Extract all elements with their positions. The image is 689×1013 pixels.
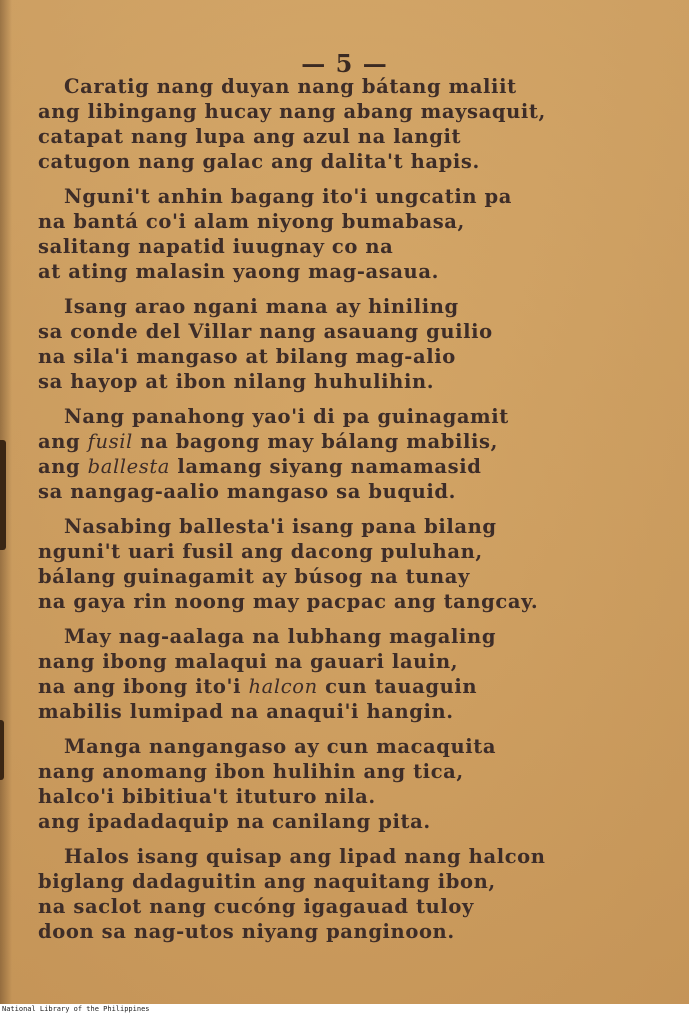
verse-text: na ang ibong ito'i — [38, 675, 249, 698]
verse-line — [38, 479, 558, 504]
verse-line — [38, 294, 558, 319]
verse-line — [38, 919, 558, 944]
verse-text: bálang guinagamit ay búsog na tunay — [38, 565, 470, 588]
verse-text: sa nangag-aalio mangaso sa buquid. — [38, 480, 457, 503]
verse-text: ang — [38, 455, 88, 478]
stanza — [38, 624, 558, 724]
verse-line — [38, 624, 558, 649]
verse-line — [38, 369, 558, 394]
verse-line — [38, 344, 558, 369]
verse-line — [38, 454, 558, 479]
verse-text: nguni't uari fusil ang dacong puluhan, — [38, 540, 483, 563]
verse-text: na saclot nang cucóng igagauad tuloy — [38, 895, 474, 918]
verse-line — [38, 564, 558, 589]
verse-line — [38, 809, 558, 834]
stanza — [38, 294, 558, 394]
page-number: — 5 — — [301, 49, 388, 78]
verse-line — [38, 844, 558, 869]
verse-text: Nguni't anhin bagang ito'i ungcatin pa — [64, 185, 513, 208]
verse-line — [38, 184, 558, 209]
stanza — [38, 74, 558, 174]
verse-text: nang anomang ibon hulihin ang tica, — [38, 760, 464, 783]
verse-text: na gaya rin noong may pacpac ang tangcay. — [38, 590, 539, 613]
verse-line — [38, 99, 558, 124]
italic-term: halcon — [248, 675, 318, 698]
verse-line — [38, 869, 558, 894]
verse-text: doon sa nag-utos niyang panginoon. — [38, 920, 455, 943]
verse-text: sa hayop at ibon nilang huhulihin. — [38, 370, 435, 393]
verse-text: sa conde del Villar nang asauang guilio — [38, 320, 493, 343]
stanza — [38, 184, 558, 284]
italic-term: ballesta — [87, 455, 171, 478]
poem-body — [38, 74, 558, 954]
verse-text: Caratig nang duyan nang bátang maliit — [64, 75, 517, 98]
verse-line — [38, 699, 558, 724]
verse-text: Manga nangangaso ay cun macaquita — [64, 735, 497, 758]
verse-line — [38, 734, 558, 759]
italic-term: fusil — [87, 430, 133, 453]
verse-text: mabilis lumipad na anaqui'i hangin. — [38, 700, 454, 723]
verse-text: na bantá co'i alam niyong bumabasa, — [38, 210, 465, 233]
spine-shadow — [0, 720, 4, 780]
verse-text: Nang panahong yao'i di pa guinagamit — [64, 405, 509, 428]
verse-line — [38, 674, 558, 699]
verse-line — [38, 209, 558, 234]
verse-text: na sila'i mangaso at bilang mag-alio — [38, 345, 456, 368]
verse-text: na bagong may bálang mabilis, — [132, 430, 499, 453]
verse-line — [38, 74, 558, 99]
verse-line — [38, 149, 558, 174]
verse-text: nang ibong malaqui na gauari lauin, — [38, 650, 459, 673]
verse-text: at ating malasin yaong mag-asaua. — [38, 260, 439, 283]
verse-line — [38, 589, 558, 614]
verse-text: ang libingang hucay nang abang maysaquit, — [38, 100, 546, 123]
verse-text: Isang arao ngani mana ay hiniling — [64, 295, 459, 318]
verse-line — [38, 649, 558, 674]
verse-line — [38, 429, 558, 454]
stanza — [38, 404, 558, 504]
verse-line — [38, 234, 558, 259]
verse-text: cun tauaguin — [317, 675, 478, 698]
verse-text: salitang napatid iuugnay co na — [38, 235, 394, 258]
verse-line — [38, 259, 558, 284]
verse-text: catapat nang lupa ang azul na langit — [38, 125, 462, 148]
verse-line — [38, 124, 558, 149]
verse-line — [38, 894, 558, 919]
library-credit: National Library of the Philippines — [2, 1005, 150, 1013]
spine-shadow — [0, 440, 6, 550]
verse-line — [38, 514, 558, 539]
verse-text: May nag-aalaga na lubhang magaling — [64, 625, 497, 648]
verse-text: catugon nang galac ang dalita't hapis. — [38, 150, 480, 173]
verse-text: biglang dadaguitin ang naquitang ibon, — [38, 870, 496, 893]
verse-text: lamang siyang namamasid — [170, 455, 482, 478]
verse-line — [38, 319, 558, 344]
verse-line — [38, 759, 558, 784]
stanza — [38, 734, 558, 834]
stanza — [38, 514, 558, 614]
verse-text: ang ipadadaquip na canilang pita. — [38, 810, 431, 833]
verse-text: Halos isang quisap ang lipad nang halcon — [64, 845, 546, 868]
verse-line — [38, 539, 558, 564]
verse-text: halco'i bibitiua't ituturo nila. — [38, 785, 376, 808]
stanza — [38, 844, 558, 944]
verse-text: Nasabing ballesta'i isang pana bilang — [64, 515, 497, 538]
verse-text: ang — [38, 430, 88, 453]
verse-line — [38, 404, 558, 429]
verse-line — [38, 784, 558, 809]
